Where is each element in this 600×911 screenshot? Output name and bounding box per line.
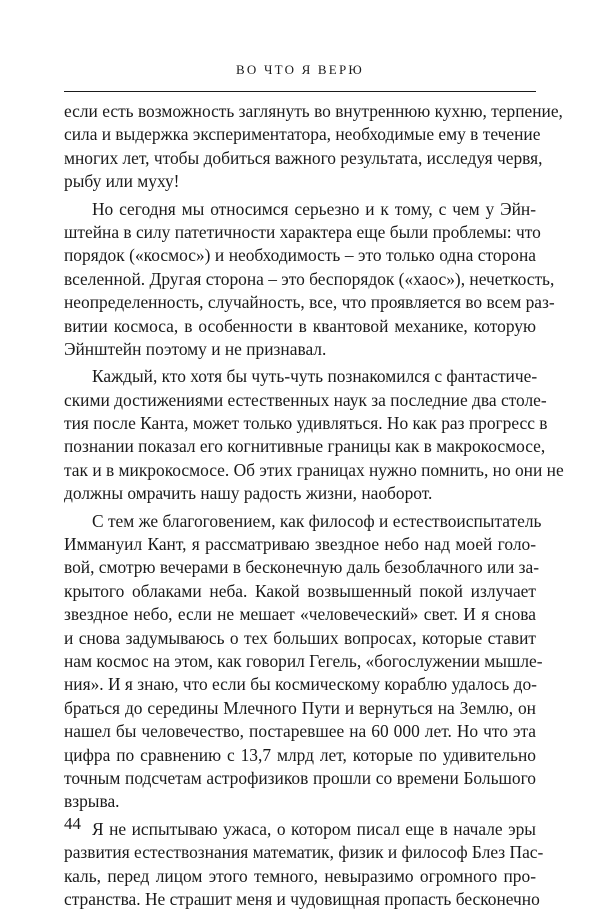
page-number: 44 [64, 814, 81, 833]
text-line: неопределенность, случайность, все, что проявляется во всем раз- [64, 292, 555, 313]
text-line: ния». И я знаю, что если бы космическому кораблю удалось до- [64, 674, 537, 695]
running-head-title: ВО ЧТО Я ВЕРЮ [236, 62, 364, 77]
text-line: так и в микрокосмосе. Об этих границах нужно помнить, но они не [64, 459, 564, 480]
text-line: должны омрачить нашу радость жизни, наоборот. [64, 483, 433, 504]
header-rule [64, 91, 536, 92]
text-line: Иммануил Кант, я рассматриваю звездное небо над моей голо- [64, 534, 536, 555]
text-line: нашел бы человечество, постаревшее на 60 000 лет. Но что эта [64, 721, 536, 742]
text-line: скими достижениями естественных наук за последние два столе- [64, 389, 547, 410]
text-line: взрыва. [64, 791, 120, 812]
text-line: сила и выдержка экспериментатора, необходимые ему в течение [64, 124, 541, 145]
text-line: вой, смотрю вечерами в бесконечную даль безоблачного или за- [64, 557, 540, 578]
text-line: штейна в силу патетичности характера еще были проблемы: что [64, 221, 541, 242]
paragraph-first-line: Я не испытываю ужаса, о котором писал еще в начале эры [92, 818, 536, 839]
text-line: точным подсчетам астрофизиков прошли со времени Большого [64, 767, 536, 788]
text-line: браться до середины Млечного Пути и вернуться на Землю, он [64, 697, 536, 718]
text-line: звездное небо, если не мешает «человеческий» свет. И я снова [64, 604, 536, 625]
text-line: вселенной. Другая сторона – это беспорядок («хаос»), нечеткость, [64, 268, 555, 289]
text-line: цифра по сравнению с 13,7 млрд лет, которые по удивительно [64, 744, 536, 765]
paragraph-first-line: С тем же благоговением, как философ и естествоиспытатель [92, 510, 542, 531]
text-line: странства. Не страшит меня и чудовищная пропасть бесконечно [64, 888, 540, 909]
text-line: познании показал его когнитивные границы как в макрокосмосе, [64, 436, 546, 457]
text-line: если есть возможность заглянуть во внутреннюю кухню, терпение, [64, 101, 563, 121]
text-line: тия после Канта, может только удивляться. Но как раз прогресс в [64, 413, 548, 434]
text-line: многих лет, чтобы добиться важного результата, исследуя червя, [64, 147, 543, 168]
text-line: каль, перед лицом этого темного, невыразимо огромного про- [64, 865, 536, 886]
text-line: Эйнштейн поэтому и не признавал. [64, 338, 327, 359]
paragraph-first-line: Каждый, кто хотя бы чуть-чуть познакомился с фантастиче- [92, 366, 538, 387]
text-line: нам космос на этом, как говорил Гегель, «богослужении мышле- [64, 650, 543, 671]
text-line: и снова задумываюсь о тех больших вопросах, которые ставит [64, 627, 536, 648]
text-line: витии космоса, в особенности в квантовой механике, которую [64, 315, 536, 336]
text-line: рыбу или муху! [64, 171, 180, 192]
page-body-text [64, 100, 564, 911]
text-line: порядок («космос») и необходимость – это только одна сторона [64, 245, 536, 266]
paragraph-first-line: Но сегодня мы относимся серьезно и к тому, с чем у Эйн- [92, 198, 536, 219]
text-line: крытого облаками неба. Какой возвышенный покой излучает [64, 580, 536, 601]
text-line: развития естествознания математик, физик и философ Блез Пас- [64, 842, 544, 863]
